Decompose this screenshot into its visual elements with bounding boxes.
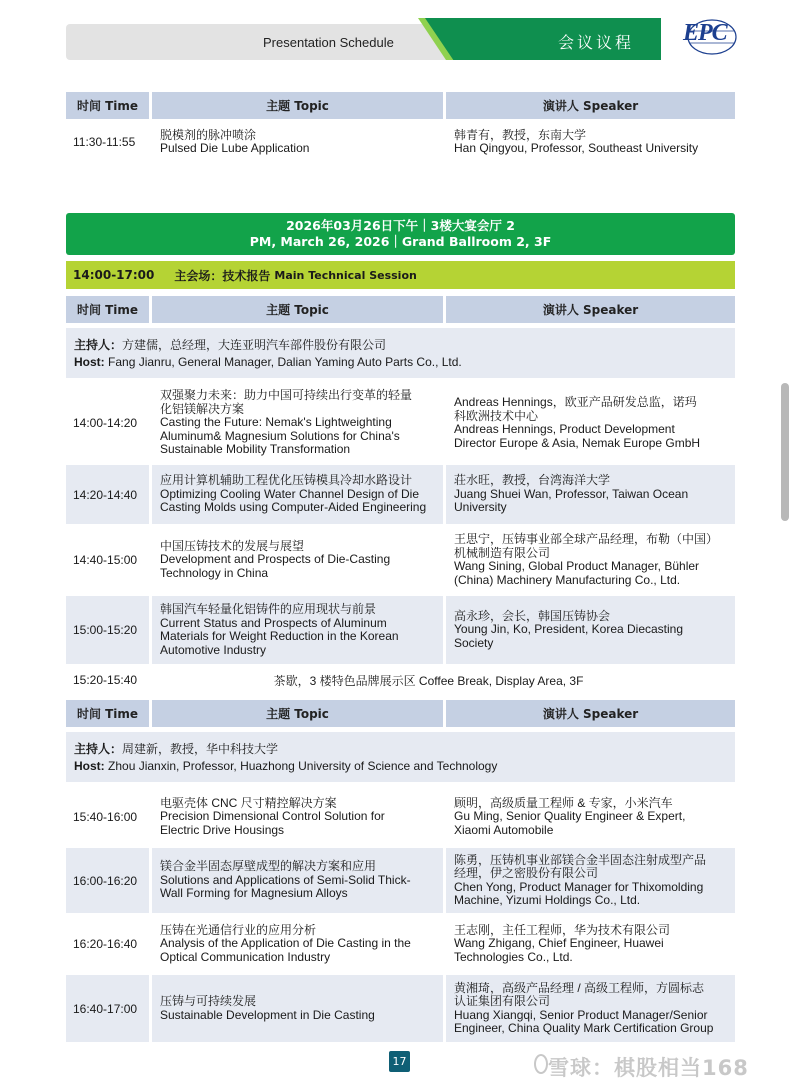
- topic-line: 中国压铸技术的发展与展望: [160, 538, 305, 553]
- row-speaker: [446, 848, 735, 913]
- speaker-line: 荘水旺，教授，台湾海洋大学: [454, 473, 611, 488]
- row-time: 16:20-16:40: [73, 937, 138, 951]
- row-topic: [152, 123, 443, 161]
- row-time: 15:00-15:20: [66, 596, 149, 664]
- row-time: 16:00-16:20: [66, 848, 149, 913]
- speaker-line: Andreas Hennings，欧亚产品研发总监，诺玛: [454, 395, 697, 409]
- host-name-cn: 周建新，教授，华中科技大学: [122, 742, 279, 756]
- topic-line: Current Status and Prospects of Aluminum: [160, 615, 387, 630]
- host-block: [66, 732, 735, 782]
- date-venue-banner: [66, 213, 735, 255]
- table-row: [66, 465, 735, 524]
- header-title-en: Presentation Schedule: [263, 35, 394, 50]
- page-header: [0, 0, 800, 70]
- header-topic: 主题 Topic: [152, 92, 443, 119]
- banner-line-cn: 2026年03月26日下午｜3楼大宴会厅 2: [286, 218, 515, 233]
- speaker-line: Machine, Yizumi Holdings Co., Ltd.: [454, 893, 641, 907]
- row-topic: [152, 596, 443, 664]
- row-speaker: [446, 916, 735, 972]
- host-name-en: Zhou Jianxin, Professor, Huazhong University of Science and Technology: [108, 759, 498, 773]
- topic-line: Electric Drive Housings: [160, 822, 285, 837]
- host-label-cn: 主持人：: [74, 338, 123, 352]
- row-speaker: [446, 384, 735, 462]
- scrollbar-thumb[interactable]: [781, 383, 789, 521]
- session-name-en: Main Technical Session: [274, 268, 417, 282]
- break-time: 15:20-15:40: [73, 673, 138, 687]
- topic-line: 双强聚力未来：助力中国可持续出行变革的轻量: [160, 388, 413, 403]
- speaker-line: Wang Sining, Global Product Manager, Bühler: [454, 559, 700, 573]
- speaker-line: Wang Zhigang, Chief Engineer, Huawei: [454, 936, 664, 951]
- host-label-en: Host:: [74, 355, 105, 369]
- header-time: 时间 Time: [66, 92, 149, 119]
- session-bar: [66, 261, 735, 289]
- topic-line: Solutions and Applications of Semi-Solid Thick-: [160, 872, 411, 887]
- table-row: [66, 596, 735, 664]
- host-label-en: Host:: [74, 759, 105, 773]
- table-header: [66, 700, 735, 727]
- row-time: 11:30-11:55: [73, 135, 136, 149]
- header-topic: 主题 Topic: [152, 296, 443, 323]
- topic-line: Materials for Weight Reduction in the Korean: [160, 629, 399, 643]
- topic-line: 镁合金半固态厚壁成型的解决方案和应用: [160, 859, 377, 874]
- row-topic: [152, 975, 443, 1042]
- table-row: [66, 916, 735, 972]
- speaker-line: Gu Ming, Senior Quality Engineer & Expert,: [454, 809, 686, 824]
- speaker-line: Society: [454, 635, 494, 650]
- header-speaker: 演讲人 Speaker: [446, 92, 735, 119]
- header-time: 时间 Time: [66, 700, 149, 727]
- speaker-line: University: [454, 500, 507, 515]
- speaker-line: 机械制造有限公司: [454, 545, 551, 560]
- speaker-line: 黄湘琦，高级产品经理 / 高级工程师，方圆标志: [454, 980, 705, 995]
- row-topic: [152, 789, 443, 845]
- row-topic: [152, 384, 443, 462]
- topic-line: Sustainable Mobility Transformation: [160, 442, 351, 457]
- row-time: 16:40-17:00: [66, 975, 149, 1042]
- speaker-line: Engineer, China Quality Mark Certification Group: [454, 1021, 714, 1035]
- topic-line: Analysis of the Application of Die Casting in the: [160, 936, 411, 951]
- row-speaker: [446, 596, 735, 664]
- topic-line: Sustainable Development in Die Casting: [160, 1007, 375, 1022]
- coffee-break-row: [66, 668, 735, 692]
- table-row: [66, 527, 735, 593]
- speaker-line: Young Jin, Ko, President, Korea Diecasting: [454, 622, 684, 637]
- row-speaker: [446, 789, 735, 845]
- row-time: 14:20-14:40: [66, 465, 149, 524]
- row-speaker: [446, 527, 735, 593]
- header-time: 时间 Time: [66, 296, 149, 323]
- row-speaker: [446, 123, 735, 161]
- speaker-line: Director Europe & Asia, Nemak Europe GmbH: [454, 435, 701, 450]
- row-time: 14:40-15:00: [73, 553, 138, 567]
- speaker-line: Andreas Hennings, Product Development: [454, 422, 675, 436]
- topic-line: Precision Dimensional Control Solution for: [160, 809, 385, 824]
- speaker-line: 科欧洲技术中心: [454, 408, 539, 423]
- banner-line-en: PM, March 26, 2026｜Grand Ballroom 2, 3F: [249, 234, 552, 249]
- row-speaker: [446, 975, 735, 1042]
- speaker-en: Han Qingyou, Professor, Southeast University: [454, 141, 699, 155]
- header-topic: 主题 Topic: [152, 700, 443, 727]
- session-time: 14:00-17:00: [73, 268, 155, 282]
- topic-line: Aluminum& Magnesium Solutions for China's: [160, 428, 400, 443]
- row-time: 14:00-14:20: [73, 416, 138, 430]
- topic-line: 韩国汽车轻量化铝铸件的应用现状与前景: [160, 602, 377, 616]
- speaker-line: 认证集团有限公司: [454, 994, 551, 1008]
- row-topic: [152, 848, 443, 913]
- header-speaker: 演讲人 Speaker: [446, 296, 735, 323]
- watermark-icon: [534, 1054, 548, 1074]
- header-speaker: 演讲人 Speaker: [446, 700, 735, 727]
- row-speaker: [446, 465, 735, 524]
- speaker-line: 高永珍，会长，韩国压铸协会: [454, 608, 611, 623]
- table-header: [66, 296, 735, 323]
- speaker-line: Xiaomi Automobile: [454, 822, 554, 837]
- topic-en: Pulsed Die Lube Application: [160, 141, 310, 155]
- topic-cn: 脱模剂的脉冲喷涂: [160, 127, 257, 142]
- table-row: [66, 384, 735, 462]
- topic-line: Casting the Future: Nemak's Lightweighting: [160, 415, 392, 430]
- page-number: 17: [389, 1051, 410, 1072]
- host-name-cn: 方建儒，总经理，大连亚明汽车部件股份有限公司: [122, 338, 387, 352]
- host-block: [66, 328, 735, 378]
- speaker-cn: 韩青有，教授，东南大学: [454, 127, 587, 142]
- speaker-line: Technologies Co., Ltd.: [454, 949, 573, 964]
- speaker-line: 陈勇，压铸机事业部镁合金半固态注射成型产品: [454, 852, 707, 867]
- row-topic: [152, 916, 443, 972]
- speaker-line: (China) Machinery Manufacturing Co., Ltd.: [454, 572, 681, 587]
- speaker-line: Juang Shuei Wan, Professor, Taiwan Ocean: [454, 486, 689, 501]
- table-row: [66, 789, 735, 845]
- topic-line: Optical Communication Industry: [160, 949, 331, 964]
- table-row: [66, 123, 735, 161]
- speaker-line: Chen Yong, Product Manager for Thixomolding: [454, 879, 704, 894]
- table-row: [66, 975, 735, 1042]
- speaker-line: 王思宁，压铸事业部全球产品经理，布勒（中国）: [454, 532, 719, 546]
- logo-text: EPC: [683, 20, 727, 46]
- speaker-line: 经理，伊之密股份有限公司: [454, 866, 599, 880]
- host-label-cn: 主持人：: [74, 742, 123, 756]
- speaker-line: 王志刚，主任工程师，华为技术有限公司: [454, 922, 671, 937]
- topic-line: Wall Forming for Magnesium Alloys: [160, 886, 348, 901]
- topic-line: 化铝镁解决方案: [160, 401, 245, 416]
- topic-line: Technology in China: [160, 565, 269, 580]
- watermark-text: 雪球：棋股相当168: [548, 1056, 749, 1080]
- topic-line: 压铸在光通信行业的应用分析: [160, 922, 317, 937]
- speaker-line: Huang Xiangqi, Senior Product Manager/Senior: [454, 1007, 708, 1022]
- row-topic: [152, 527, 443, 593]
- break-text: 茶歇，3 楼特色品牌展示区 Coffee Break, Display Area, 3F: [273, 673, 584, 688]
- topic-line: Automotive Industry: [160, 642, 267, 657]
- host-name-en: Fang Jianru, General Manager, Dalian Yaming Auto Parts Co., Ltd.: [108, 355, 462, 369]
- speaker-line: 顾明，高级质量工程师 & 专家，小米汽车: [454, 795, 673, 810]
- topic-line: 电驱壳体 CNC 尺寸精控解决方案: [160, 795, 337, 810]
- session-name-cn: 主会场：技术报告: [174, 268, 271, 283]
- row-time: 15:40-16:00: [73, 810, 138, 824]
- table-header: [66, 92, 735, 119]
- topic-line: 压铸与可持续发展: [160, 994, 257, 1008]
- header-title-cn: 会议议程: [558, 33, 635, 52]
- topic-line: 应用计算机辅助工程优化压铸模具冷却水路设计: [160, 473, 413, 488]
- row-topic: [152, 465, 443, 524]
- table-row: [66, 848, 735, 913]
- topic-line: Casting Molds using Computer-Aided Engineering: [160, 500, 427, 515]
- topic-line: Optimizing Cooling Water Channel Design of Die: [160, 486, 420, 501]
- topic-line: Development and Prospects of Die-Casting: [160, 552, 391, 567]
